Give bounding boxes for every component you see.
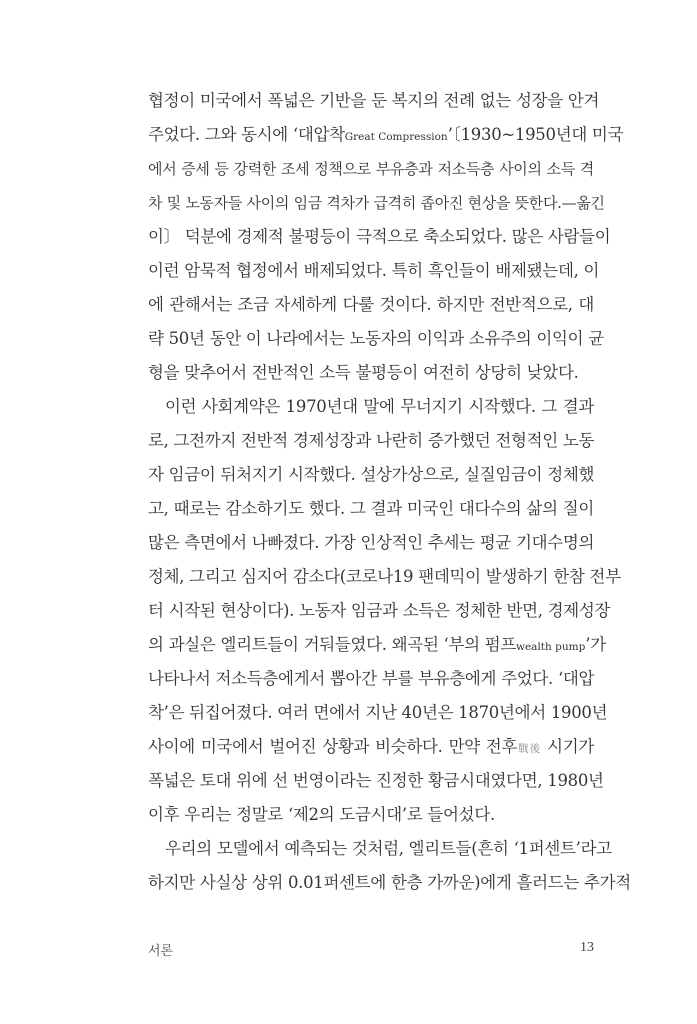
text-line [148,118,624,152]
text-line [148,220,611,254]
page-number: 13 [580,940,594,955]
text-segment: 고, 때로는 감소하기도 했다. 그 결과 미국인 대다수의 삶의 질이 [148,499,594,518]
text-segment: 정체, 그리고 심지어 감소다(코로나19 팬데믹이 발생하기 한참 전부 [148,567,621,586]
text-line [148,594,611,628]
text-line [148,322,604,356]
text-line [148,560,621,594]
text-segment: 에서 증세 등 강력한 조세 정책으로 부유층과 저소득층 사이의 소득 격 [148,160,594,178]
text-line [148,798,594,832]
inline-gloss: 戰後 [517,743,542,755]
running-footer-section: 서론 [148,944,174,959]
text-line [148,152,594,186]
text-segment: 형을 맞추어서 전반적인 소득 불평등이 여전히 상당히 낮았다. [148,363,579,382]
text-segment: 폭넓은 토대 위에 선 번영이라는 진정한 황금시대였다면, 1980년 [148,771,604,790]
text-line [148,424,594,458]
text-segment: 이런 사회계약은 1970년대 말에 무너지기 시작했다. 그 결과 [165,397,594,416]
text-line [148,764,604,798]
text-segment: 협정이 미국에서 폭넓은 기반을 둔 복지의 전례 없는 성장을 안겨 [148,91,600,110]
text-line [148,186,605,220]
text-segment: 주었다. 그와 동시에 ‘대압착 [148,125,345,144]
text-line [148,84,600,118]
text-segment: 자 임금이 뒤처지기 시작했다. 설상가상으로, 실질임금이 정체했 [148,465,595,484]
inline-gloss: Great Compression [344,131,448,143]
text-segment: 의 과실은 엘리트들이 거둬들였다. 왜곡된 ‘부의 펌프 [148,635,516,654]
text-segment: 하지만 사실상 상위 0.01퍼센트에 한층 가까운)에게 흘러드는 추가적 [148,873,631,892]
text-line [148,492,594,526]
text-line [148,390,594,424]
text-segment: 시기가 [541,737,594,756]
text-line [148,526,594,560]
text-line [148,866,631,900]
text-line [148,730,594,764]
text-segment: 에 관해서는 조금 자세하게 다룰 것이다. 하지만 전반적으로, 대 [148,295,594,314]
text-segment: 나타나서 저소득층에게서 뽑아간 부를 부유층에게 주었다. ‘대압 [148,669,595,688]
text-line [148,458,594,492]
text-segment: 우리의 모델에서 예측되는 것처럼, 엘리트들(흔히 ‘1퍼센트’라고 [165,839,612,858]
text-line [148,254,600,288]
text-segment: ’가 [585,635,606,654]
text-line [148,696,608,730]
body-text [148,84,631,900]
text-segment: 이런 암묵적 협정에서 배제되었다. 특히 흑인들이 배제됐는데, 이 [148,261,600,280]
text-segment: 략 50년 동안 이 나라에서는 노동자의 이익과 소유주의 이익이 균 [148,329,604,348]
text-line [148,832,612,866]
text-segment: 터 시작된 현상이다). 노동자 임금과 소득은 정체한 반면, 경제성장 [148,601,611,620]
text-segment: 사이에 미국에서 벌어진 상황과 비슷하다. 만약 전후 [148,737,518,756]
text-segment: 이후 우리는 정말로 ‘제2의 도금시대’로 들어섰다. [148,805,495,824]
text-segment: 착’은 뒤집어졌다. 여러 면에서 지난 40년은 1870년에서 1900년 [148,703,608,722]
text-segment: ’〔1930~1950년대 미국 [447,125,624,144]
text-line [148,628,606,662]
text-line [148,356,594,390]
text-segment: 차 및 노동자들 사이의 임금 격차가 급격히 좁아진 현상을 뜻한다.—옮긴 [148,194,605,212]
text-segment: 많은 측면에서 나빠졌다. 가장 인상적인 추세는 평균 기대수명의 [148,533,595,552]
text-line [148,288,594,322]
text-segment: 로, 그전까지 전반적 경제성장과 나란히 증가했던 전형적인 노동 [148,431,595,450]
inline-gloss: wealth pump [515,641,586,653]
text-line [148,662,594,696]
text-segment: 이〕 덕분에 경제적 불평등이 극적으로 축소되었다. 많은 사람들이 [148,227,611,246]
